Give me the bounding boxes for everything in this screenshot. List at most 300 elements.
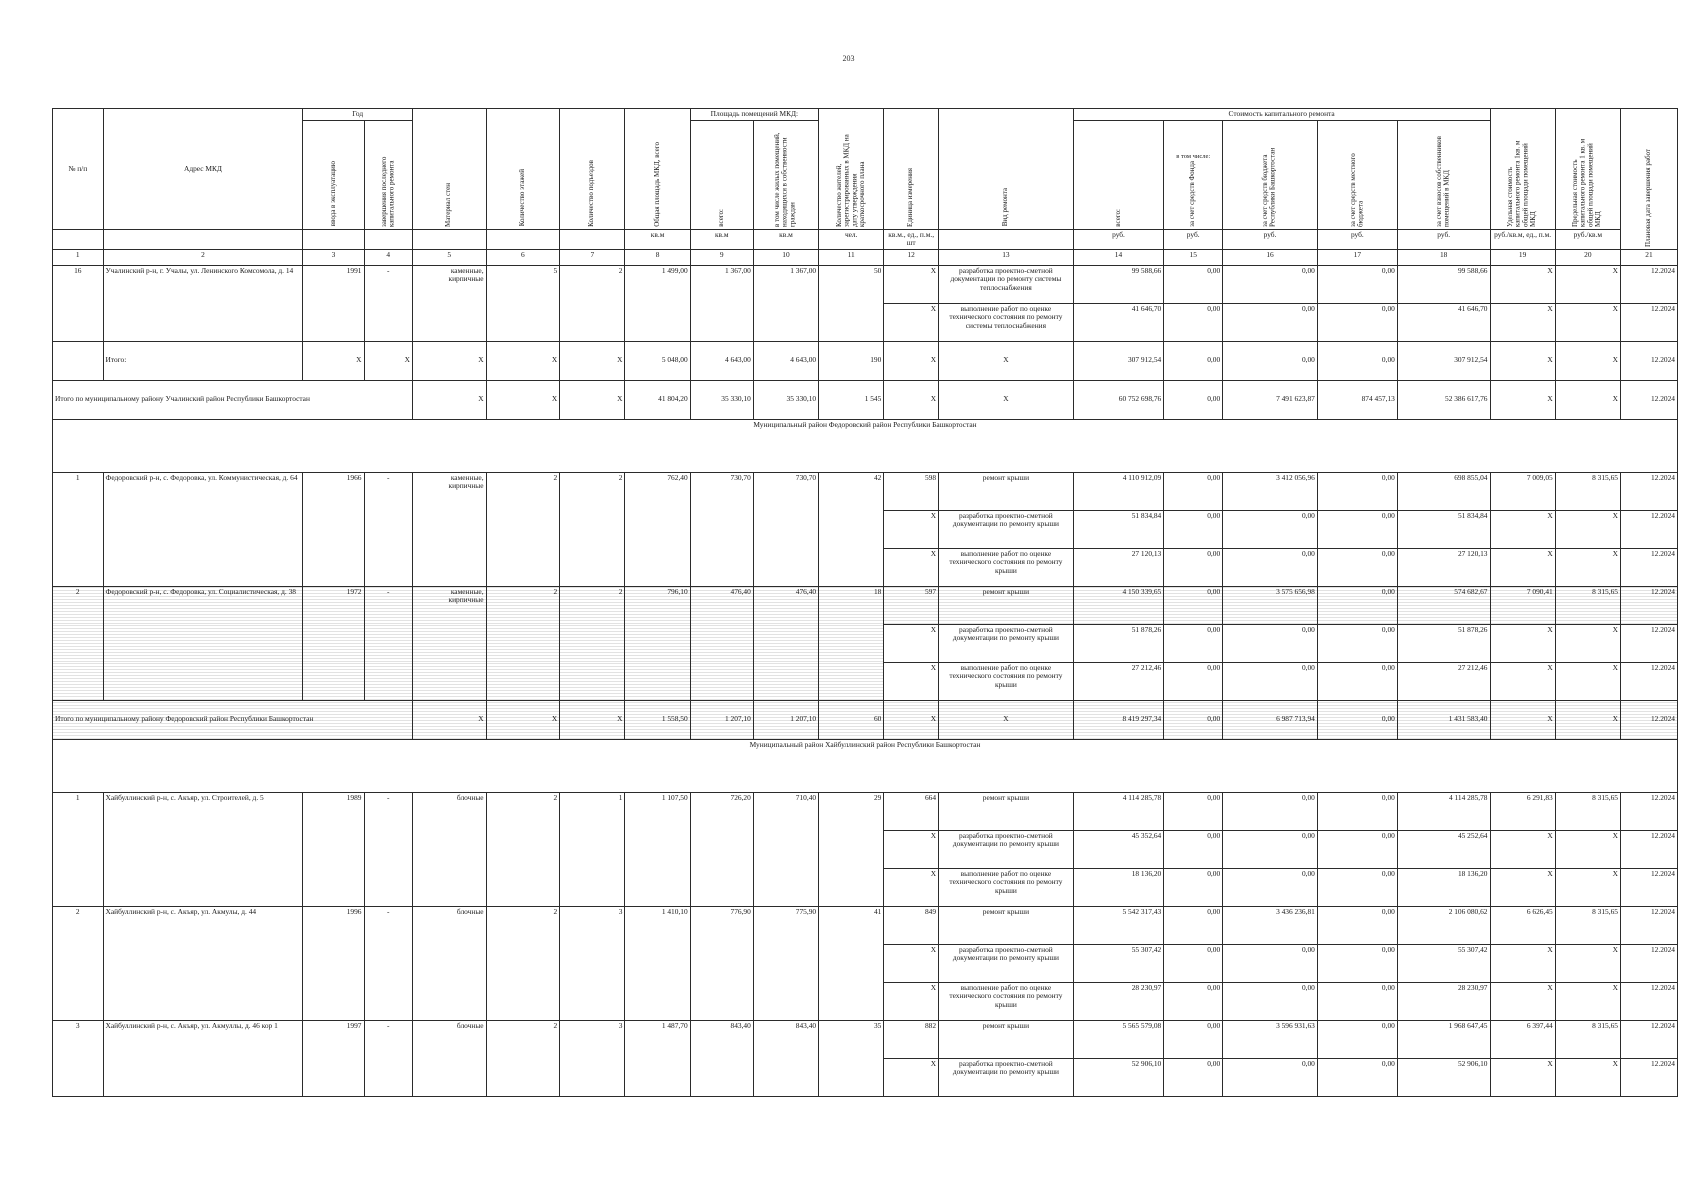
- row-cost-owners: 41 646,70: [1397, 303, 1490, 341]
- row-cost-fund: 0,00: [1164, 586, 1223, 624]
- row-repair-type: ремонт крыши: [939, 906, 1074, 944]
- row-date: 12.2024: [1620, 792, 1677, 830]
- row-cost-owners: 4 114 285,78: [1397, 792, 1490, 830]
- row-repair-type: ремонт крыши: [939, 472, 1074, 510]
- row-repair-type: выполнение работ по оценке технического состояния по ремонту крыши: [939, 868, 1074, 906]
- row-material: блочные: [412, 906, 486, 1020]
- row-year: 1989: [303, 792, 364, 906]
- header-floors: Количество этажей: [486, 109, 560, 230]
- header-repair-type: Вид ремонта: [939, 109, 1074, 230]
- column-number: 16: [1223, 249, 1318, 265]
- row-cost-fund: 0,00: [1164, 792, 1223, 830]
- header-area-total: всего:: [690, 120, 753, 229]
- header-cost-fund: в том числе: за счет средств Фонда: [1164, 120, 1223, 229]
- row-repair-type: X: [939, 380, 1074, 419]
- unit-cell: руб.: [1317, 229, 1397, 249]
- row-total-area: 1 107,50: [625, 792, 690, 906]
- row-last-repair: -: [364, 586, 412, 700]
- column-number: 19: [1490, 249, 1555, 265]
- row-residents: 60: [819, 700, 884, 739]
- row-date: 12.2024: [1620, 265, 1677, 303]
- table-row: [53, 792, 1678, 830]
- column-number: 3: [303, 249, 364, 265]
- row-specific: X: [1490, 548, 1555, 586]
- units-row: [53, 229, 1678, 249]
- row-date: 12.2024: [1620, 1058, 1677, 1096]
- row-year: 1966: [303, 472, 364, 586]
- row-max: X: [1555, 303, 1620, 341]
- row-year: 1972: [303, 586, 364, 700]
- row-cost-republic: 3 596 931,63: [1223, 1020, 1318, 1058]
- row-date: 12.2024: [1620, 868, 1677, 906]
- row-cost-owners: 307 912,54: [1397, 341, 1490, 380]
- row-cost-owners: 51 878,26: [1397, 624, 1490, 662]
- row-cost-fund: 0,00: [1164, 303, 1223, 341]
- row-cost-owners: 28 230,97: [1397, 982, 1490, 1020]
- unit-cell: руб.: [1397, 229, 1490, 249]
- row-cost-republic: 0,00: [1223, 868, 1318, 906]
- row-specific: X: [1490, 982, 1555, 1020]
- row-cost-republic: 3 436 236,81: [1223, 906, 1318, 944]
- table-row: [53, 265, 1678, 303]
- row-floors: X: [486, 341, 560, 380]
- row-specific: X: [1490, 700, 1555, 739]
- row-quantity: 598: [884, 472, 939, 510]
- row-unit-mark: X: [884, 624, 939, 662]
- header-year-group: Год: [303, 109, 412, 121]
- subtotal-label: Итого:: [103, 341, 303, 380]
- row-last-repair: -: [364, 265, 412, 341]
- row-max: 8 315,65: [1555, 906, 1620, 944]
- row-cost-fund: 0,00: [1164, 700, 1223, 739]
- row-total-area: 41 804,20: [625, 380, 690, 419]
- row-cost-owners: 27 212,46: [1397, 662, 1490, 700]
- row-residents: 35: [819, 1020, 884, 1096]
- header-cost-total: всего:: [1073, 120, 1164, 229]
- row-quantity: 597: [884, 586, 939, 624]
- row-repair-type: разработка проектно-сметной документации по ремонту крыши: [939, 510, 1074, 548]
- row-date: 12.2024: [1620, 548, 1677, 586]
- row-floors: 2: [486, 586, 560, 700]
- row-cost-owners: 574 682,67: [1397, 586, 1490, 624]
- unit-cell: руб.: [1223, 229, 1318, 249]
- row-cost-fund: 0,00: [1164, 624, 1223, 662]
- row-entrances: X: [560, 700, 625, 739]
- row-area-res: 843,40: [753, 1020, 818, 1096]
- table-row: [53, 586, 1678, 624]
- row-repair-type: разработка проектно-сметной документации по ремонту системы теплоснабжения: [939, 265, 1074, 303]
- header-cost-group: Стоимость капитального ремонта: [1073, 109, 1490, 121]
- row-total-area: 762,40: [625, 472, 690, 586]
- row-date: 12.2024: [1620, 472, 1677, 510]
- row-max: X: [1555, 700, 1620, 739]
- row-date: 12.2024: [1620, 830, 1677, 868]
- row-cost-local: 0,00: [1317, 1058, 1397, 1096]
- row-max: 8 315,65: [1555, 472, 1620, 510]
- row-max: X: [1555, 341, 1620, 380]
- row-specific: 6 626,45: [1490, 906, 1555, 944]
- row-repair-type: разработка проектно-сметной документации по ремонту крыши: [939, 830, 1074, 868]
- row-cost-owners: 27 120,13: [1397, 548, 1490, 586]
- row-cost-fund: 0,00: [1164, 830, 1223, 868]
- row-cost-owners: 1 968 647,45: [1397, 1020, 1490, 1058]
- row-max: X: [1555, 1058, 1620, 1096]
- row-cost-owners: 698 855,04: [1397, 472, 1490, 510]
- row-max: X: [1555, 510, 1620, 548]
- row-specific: X: [1490, 662, 1555, 700]
- column-number: 6: [486, 249, 560, 265]
- row-area: 476,40: [690, 586, 753, 700]
- row-area: 843,40: [690, 1020, 753, 1096]
- row-year: 1996: [303, 906, 364, 1020]
- column-number: 17: [1317, 249, 1397, 265]
- row-cost-republic: 7 491 623,87: [1223, 380, 1318, 419]
- subtotal-row: [53, 341, 1678, 380]
- row-entrances: 2: [560, 472, 625, 586]
- row-date: 12.2024: [1620, 303, 1677, 341]
- row-cost-total: 4 150 339,65: [1073, 586, 1164, 624]
- row-cost-republic: 0,00: [1223, 510, 1318, 548]
- row-last-repair: -: [364, 472, 412, 586]
- row-cost-republic: 3 575 656,98: [1223, 586, 1318, 624]
- row-cost-total: 28 230,97: [1073, 982, 1164, 1020]
- row-entrances: X: [560, 380, 625, 419]
- row-cost-total: 52 906,10: [1073, 1058, 1164, 1096]
- row-cost-local: 0,00: [1317, 1020, 1397, 1058]
- row-entrances: 2: [560, 586, 625, 700]
- row-cost-fund: 0,00: [1164, 868, 1223, 906]
- row-area: 35 330,10: [690, 380, 753, 419]
- row-cost-fund: 0,00: [1164, 662, 1223, 700]
- row-cost-local: 0,00: [1317, 510, 1397, 548]
- row-cost-fund: 0,00: [1164, 1058, 1223, 1096]
- row-cost-fund: 0,00: [1164, 982, 1223, 1020]
- row-specific: X: [1490, 510, 1555, 548]
- row-material: каменные, кирпичные: [412, 586, 486, 700]
- district-total-label: Итого по муниципальному району Учалинский район Республики Башкортостан: [53, 380, 413, 419]
- row-cost-local: 0,00: [1317, 662, 1397, 700]
- row-cost-total: 99 588,66: [1073, 265, 1164, 303]
- row-specific: X: [1490, 341, 1555, 380]
- row-repair-type: выполнение работ по оценке технического состояния по ремонту крыши: [939, 662, 1074, 700]
- row-cost-local: 0,00: [1317, 868, 1397, 906]
- unit-cell: руб./кв.м, ед., п.м.: [1490, 229, 1555, 249]
- column-number: 12: [884, 249, 939, 265]
- row-entrances: 1: [560, 792, 625, 906]
- row-unit-mark: X: [884, 868, 939, 906]
- row-unit-mark: X: [884, 830, 939, 868]
- row-residents: 50: [819, 265, 884, 341]
- row-date: 12.2024: [1620, 510, 1677, 548]
- row-area: 1 207,10: [690, 700, 753, 739]
- row-floors: X: [486, 700, 560, 739]
- row-unit-mark: X: [884, 341, 939, 380]
- row-num: 16: [53, 265, 104, 341]
- row-cost-republic: 0,00: [1223, 792, 1318, 830]
- header-entrances: Количество подъездов: [560, 109, 625, 230]
- unit-cell: кв.м: [753, 229, 818, 249]
- row-cost-fund: 0,00: [1164, 265, 1223, 303]
- row-address: Федоровский р-н, с. Федоровка, ул. Социалистическая, д. 38: [103, 586, 303, 700]
- row-cost-owners: 52 386 617,76: [1397, 380, 1490, 419]
- row-date: 12.2024: [1620, 982, 1677, 1020]
- row-max: 8 315,65: [1555, 586, 1620, 624]
- row-total-area: 1 499,00: [625, 265, 690, 341]
- row-date: 12.2024: [1620, 341, 1677, 380]
- row-cost-total: 5 565 579,08: [1073, 1020, 1164, 1058]
- row-repair-type: выполнение работ по оценке технического состояния по ремонту крыши: [939, 982, 1074, 1020]
- row-unit-mark: X: [884, 982, 939, 1020]
- row-floors: X: [486, 380, 560, 419]
- row-cost-owners: 55 307,42: [1397, 944, 1490, 982]
- header-cost-owners: за счет взносов собственников помещений в МКД: [1397, 120, 1490, 229]
- row-cost-local: 874 457,13: [1317, 380, 1397, 419]
- row-specific: 7 090,41: [1490, 586, 1555, 624]
- header-year-last-repair: завершения последнего капитального ремонта: [364, 120, 412, 229]
- row-last-repair: X: [364, 341, 412, 380]
- header-address: Адрес МКД: [103, 109, 303, 230]
- row-num: 2: [53, 906, 104, 1020]
- row-cost-total: 307 912,54: [1073, 341, 1164, 380]
- row-cost-local: 0,00: [1317, 906, 1397, 944]
- row-address: Хайбуллинский р-н, с. Акъяр, ул. Строителей, д. 5: [103, 792, 303, 906]
- row-total-area: 1 487,70: [625, 1020, 690, 1096]
- row-cost-republic: 0,00: [1223, 341, 1318, 380]
- row-unit-mark: X: [884, 380, 939, 419]
- row-specific: X: [1490, 830, 1555, 868]
- row-cost-local: 0,00: [1317, 700, 1397, 739]
- header-max-cost: Предельная стоимость капитального ремонта 1 кв. м общей площади помещений МКД: [1555, 109, 1620, 230]
- row-cost-total: 27 120,13: [1073, 548, 1164, 586]
- row-cost-total: 51 834,84: [1073, 510, 1164, 548]
- row-max: X: [1555, 624, 1620, 662]
- row-unit-mark: X: [884, 265, 939, 303]
- capital-repair-register: [52, 108, 1678, 1077]
- column-number: 13: [939, 249, 1074, 265]
- header-area-fund: в том числе жилых помещений, находящихся в собственности граждан: [753, 120, 818, 229]
- row-cost-owners: 1 431 583,40: [1397, 700, 1490, 739]
- unit-cell: руб./кв.м: [1555, 229, 1620, 249]
- header-unit: Единица измерения: [884, 109, 939, 230]
- table-row: [53, 472, 1678, 510]
- row-cost-local: 0,00: [1317, 341, 1397, 380]
- column-number: 5: [412, 249, 486, 265]
- unit-cell: [53, 229, 104, 249]
- row-date: 12.2024: [1620, 700, 1677, 739]
- row-cost-local: 0,00: [1317, 303, 1397, 341]
- row-cost-fund: 0,00: [1164, 906, 1223, 944]
- column-number: 10: [753, 249, 818, 265]
- row-residents: 41: [819, 906, 884, 1020]
- district-total-label: Итого по муниципальному району Федоровский район Республики Башкортостан: [53, 700, 413, 739]
- row-quantity: 849: [884, 906, 939, 944]
- row-cost-local: 0,00: [1317, 548, 1397, 586]
- row-cost-fund: 0,00: [1164, 380, 1223, 419]
- row-cost-total: 5 542 317,43: [1073, 906, 1164, 944]
- row-date: 12.2024: [1620, 662, 1677, 700]
- row-floors: 2: [486, 906, 560, 1020]
- row-num: 2: [53, 586, 104, 700]
- unit-cell: кв.м., ед., п.м., шт: [884, 229, 939, 249]
- column-number: 14: [1073, 249, 1164, 265]
- row-address: Хайбуллинский р-н, с. Акъяр, ул. Акмулы, д. 44: [103, 906, 303, 1020]
- row-cost-republic: 0,00: [1223, 265, 1318, 303]
- row-cost-owners: 51 834,84: [1397, 510, 1490, 548]
- row-entrances: X: [560, 341, 625, 380]
- row-cost-fund: 0,00: [1164, 548, 1223, 586]
- header-wall-material: Материал стен: [412, 109, 486, 230]
- row-area-res: 35 330,10: [753, 380, 818, 419]
- row-area-res: 4 643,00: [753, 341, 818, 380]
- row-floors: 5: [486, 265, 560, 341]
- header-year-commission: ввода в эксплуатацию: [303, 120, 364, 229]
- row-floors: 2: [486, 472, 560, 586]
- row-quantity: 882: [884, 1020, 939, 1058]
- row-cost-local: 0,00: [1317, 830, 1397, 868]
- row-date: 12.2024: [1620, 586, 1677, 624]
- table-row: [53, 906, 1678, 944]
- row-address: Хайбуллинский р-н, с. Акъяр, ул. Акмуллы, д. 46 кор 1: [103, 1020, 303, 1096]
- row-material: X: [412, 700, 486, 739]
- row-cost-fund: 0,00: [1164, 944, 1223, 982]
- row-total-area: 1 410,10: [625, 906, 690, 1020]
- row-area: 4 643,00: [690, 341, 753, 380]
- row-date: 12.2024: [1620, 1020, 1677, 1058]
- section-heading: Муниципальный район Хайбуллинский район Республики Башкортостан: [53, 739, 1678, 792]
- row-max: X: [1555, 868, 1620, 906]
- row-specific: X: [1490, 380, 1555, 419]
- row-residents: 18: [819, 586, 884, 700]
- column-number: 18: [1397, 249, 1490, 265]
- row-unit-mark: X: [884, 548, 939, 586]
- column-number: 15: [1164, 249, 1223, 265]
- row-area: 776,90: [690, 906, 753, 1020]
- row-specific: 6 291,83: [1490, 792, 1555, 830]
- row-cost-owners: 2 106 080,62: [1397, 906, 1490, 944]
- column-number-row: [53, 249, 1678, 265]
- row-cost-republic: 0,00: [1223, 303, 1318, 341]
- unit-cell: руб.: [1164, 229, 1223, 249]
- row-quantity: 664: [884, 792, 939, 830]
- row-cost-fund: 0,00: [1164, 341, 1223, 380]
- column-number: 11: [819, 249, 884, 265]
- header-cost-including: в том числе:: [1176, 153, 1211, 161]
- row-year: X: [303, 341, 364, 380]
- row-cost-owners: 45 252,64: [1397, 830, 1490, 868]
- row-num: 1: [53, 472, 104, 586]
- header-area-group: Площадь помещений МКД:: [690, 109, 818, 121]
- row-last-repair: -: [364, 792, 412, 906]
- row-year: 1991: [303, 265, 364, 341]
- row-cost-total: 8 419 297,34: [1073, 700, 1164, 739]
- unit-cell: [486, 229, 560, 249]
- row-entrances: 2: [560, 265, 625, 341]
- row-cost-local: 0,00: [1317, 792, 1397, 830]
- row-cost-local: 0,00: [1317, 472, 1397, 510]
- header-num: № п/п: [53, 109, 104, 230]
- row-cost-total: 18 136,20: [1073, 868, 1164, 906]
- row-repair-type: выполнение работ по оценке технического состояния по ремонту крыши: [939, 548, 1074, 586]
- row-specific: X: [1490, 624, 1555, 662]
- row-date: 12.2024: [1620, 944, 1677, 982]
- row-residents: 29: [819, 792, 884, 906]
- row-last-repair: -: [364, 906, 412, 1020]
- row-max: X: [1555, 944, 1620, 982]
- row-address: Учалинский р-н, г. Учалы, ул. Ленинского Комсомола, д. 14: [103, 265, 303, 341]
- row-repair-type: разработка проектно-сметной документации по ремонту крыши: [939, 944, 1074, 982]
- unit-cell: [412, 229, 486, 249]
- row-repair-type: X: [939, 700, 1074, 739]
- district-total-row: [53, 700, 1678, 739]
- row-entrances: 3: [560, 906, 625, 1020]
- page-number: 203: [842, 54, 855, 63]
- row-date: 12.2024: [1620, 380, 1677, 419]
- row-max: X: [1555, 548, 1620, 586]
- row-total-area: 5 048,00: [625, 341, 690, 380]
- row-cost-local: 0,00: [1317, 586, 1397, 624]
- row-cost-total: 51 878,26: [1073, 624, 1164, 662]
- row-max: X: [1555, 662, 1620, 700]
- row-specific: 7 009,05: [1490, 472, 1555, 510]
- column-number: 8: [625, 249, 690, 265]
- row-area-res: 730,70: [753, 472, 818, 586]
- row-total-area: 796,10: [625, 586, 690, 700]
- table-row: [53, 1020, 1678, 1058]
- row-entrances: 3: [560, 1020, 625, 1096]
- header-specific-cost: Удельная стоимость капитального ремонта 1кв. м общей площади помещений МКД: [1490, 109, 1555, 230]
- unit-cell: [939, 229, 1074, 249]
- row-cost-republic: 0,00: [1223, 662, 1318, 700]
- row-cost-fund: 0,00: [1164, 510, 1223, 548]
- header-residents: Количество жителей, зарегистрированных в МКД на дату утверждения краткосрочного плана: [819, 109, 884, 230]
- row-max: 8 315,65: [1555, 1020, 1620, 1058]
- row-total-area: 1 558,50: [625, 700, 690, 739]
- row-area-res: 710,40: [753, 792, 818, 906]
- unit-cell: чел.: [819, 229, 884, 249]
- column-number: 20: [1555, 249, 1620, 265]
- row-num: 3: [53, 1020, 104, 1096]
- header-planned-date: Плановая дата завершения работ: [1620, 109, 1677, 250]
- row-repair-type: разработка проектно-сметной документации по ремонту крыши: [939, 624, 1074, 662]
- row-cost-local: 0,00: [1317, 624, 1397, 662]
- row-unit-mark: X: [884, 944, 939, 982]
- row-cost-republic: 0,00: [1223, 982, 1318, 1020]
- row-area: 1 367,00: [690, 265, 753, 341]
- row-cost-fund: 0,00: [1164, 472, 1223, 510]
- row-material: каменные, кирпичные: [412, 265, 486, 341]
- row-cost-total: 27 212,46: [1073, 662, 1164, 700]
- row-cost-local: 0,00: [1317, 982, 1397, 1020]
- column-number: 4: [364, 249, 412, 265]
- row-specific: X: [1490, 265, 1555, 303]
- row-max: X: [1555, 380, 1620, 419]
- row-max: X: [1555, 830, 1620, 868]
- row-num: [53, 341, 104, 380]
- row-specific: 6 397,44: [1490, 1020, 1555, 1058]
- section-heading-row: [53, 419, 1678, 472]
- row-last-repair: -: [364, 1020, 412, 1096]
- row-repair-type: разработка проектно-сметной документации по ремонту крыши: [939, 1058, 1074, 1096]
- row-cost-total: 41 646,70: [1073, 303, 1164, 341]
- row-repair-type: ремонт крыши: [939, 586, 1074, 624]
- column-number: 21: [1620, 249, 1677, 265]
- unit-cell: [560, 229, 625, 249]
- row-material: X: [412, 380, 486, 419]
- row-cost-total: 55 307,42: [1073, 944, 1164, 982]
- column-number: 7: [560, 249, 625, 265]
- row-cost-republic: 0,00: [1223, 1058, 1318, 1096]
- row-repair-type: выполнение работ по оценке технического состояния по ремонту системы теплоснабжения: [939, 303, 1074, 341]
